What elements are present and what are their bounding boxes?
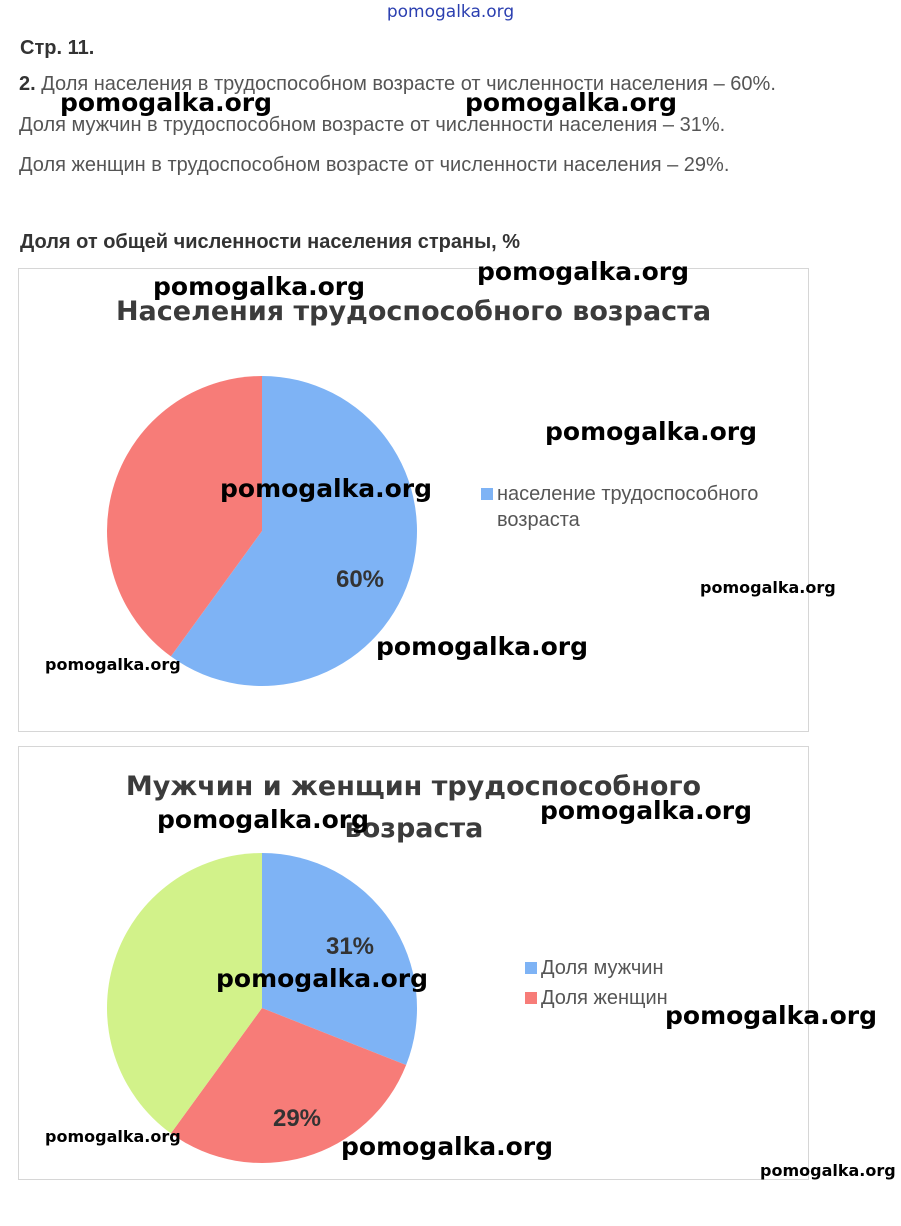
- legend-label-men: Доля мужчин: [541, 957, 664, 979]
- legend-swatch-men: [525, 962, 537, 974]
- task-line-2: Доля мужчин в трудоспособном возрасте от численности населения – 31%.: [19, 114, 726, 136]
- chart-2-legend: [525, 955, 668, 1011]
- watermark: pomogalka.org: [376, 632, 589, 661]
- watermark: pomogalka.org: [45, 1127, 181, 1146]
- chart-1-data-label-1: 60%: [335, 566, 385, 593]
- watermark: pomogalka.org: [545, 417, 758, 446]
- chart-1-legend: [481, 481, 758, 533]
- section-title: Доля от общей численности населения страны, %: [20, 231, 521, 253]
- watermark: pomogalka.org: [540, 796, 753, 825]
- watermark: pomogalka.org: [157, 805, 370, 834]
- watermark: pomogalka.org: [760, 1161, 896, 1180]
- watermark: pomogalka.org: [341, 1132, 554, 1161]
- legend-label-working-age: население трудоспособного возраста: [497, 483, 759, 531]
- watermark: pomogalka.org: [220, 474, 433, 503]
- chart-2-legend-item-women: [525, 985, 668, 1011]
- watermark: pomogalka.org: [465, 88, 678, 117]
- legend-swatch-working-age: [481, 488, 493, 500]
- legend-swatch-women: [525, 992, 537, 1004]
- chart-1-legend-item: [481, 481, 758, 533]
- chart-2-title-line-2: возраста: [344, 813, 484, 844]
- watermark: pomogalka.org: [216, 964, 429, 993]
- chart-2-title-line-1: Мужчин и женщин трудоспособного: [125, 771, 702, 802]
- watermark: pomogalka.org: [700, 578, 836, 597]
- legend-label-women: Доля женщин: [541, 987, 668, 1009]
- chart-2-data-label-1: 31%: [325, 933, 375, 960]
- task-number: 2.: [19, 73, 36, 95]
- watermark: pomogalka.org: [45, 655, 181, 674]
- top-watermark: pomogalka.org: [386, 2, 515, 22]
- watermark: pomogalka.org: [477, 257, 690, 286]
- watermark: pomogalka.org: [665, 1001, 878, 1030]
- task-text-1: Доля населения в трудоспособном возрасте от численности населения – 60%.: [35, 73, 776, 95]
- page-reference: Стр. 11.: [20, 37, 95, 59]
- chart-2-data-label-2: 29%: [272, 1105, 322, 1132]
- watermark: pomogalka.org: [60, 88, 273, 117]
- chart-2-legend-item-men: [525, 955, 668, 981]
- task-line-3: Доля женщин в трудоспособном возрасте от численности населения – 29%.: [19, 154, 730, 176]
- watermark: pomogalka.org: [153, 272, 366, 301]
- chart-1-title: Населения трудоспособного возраста: [115, 296, 712, 327]
